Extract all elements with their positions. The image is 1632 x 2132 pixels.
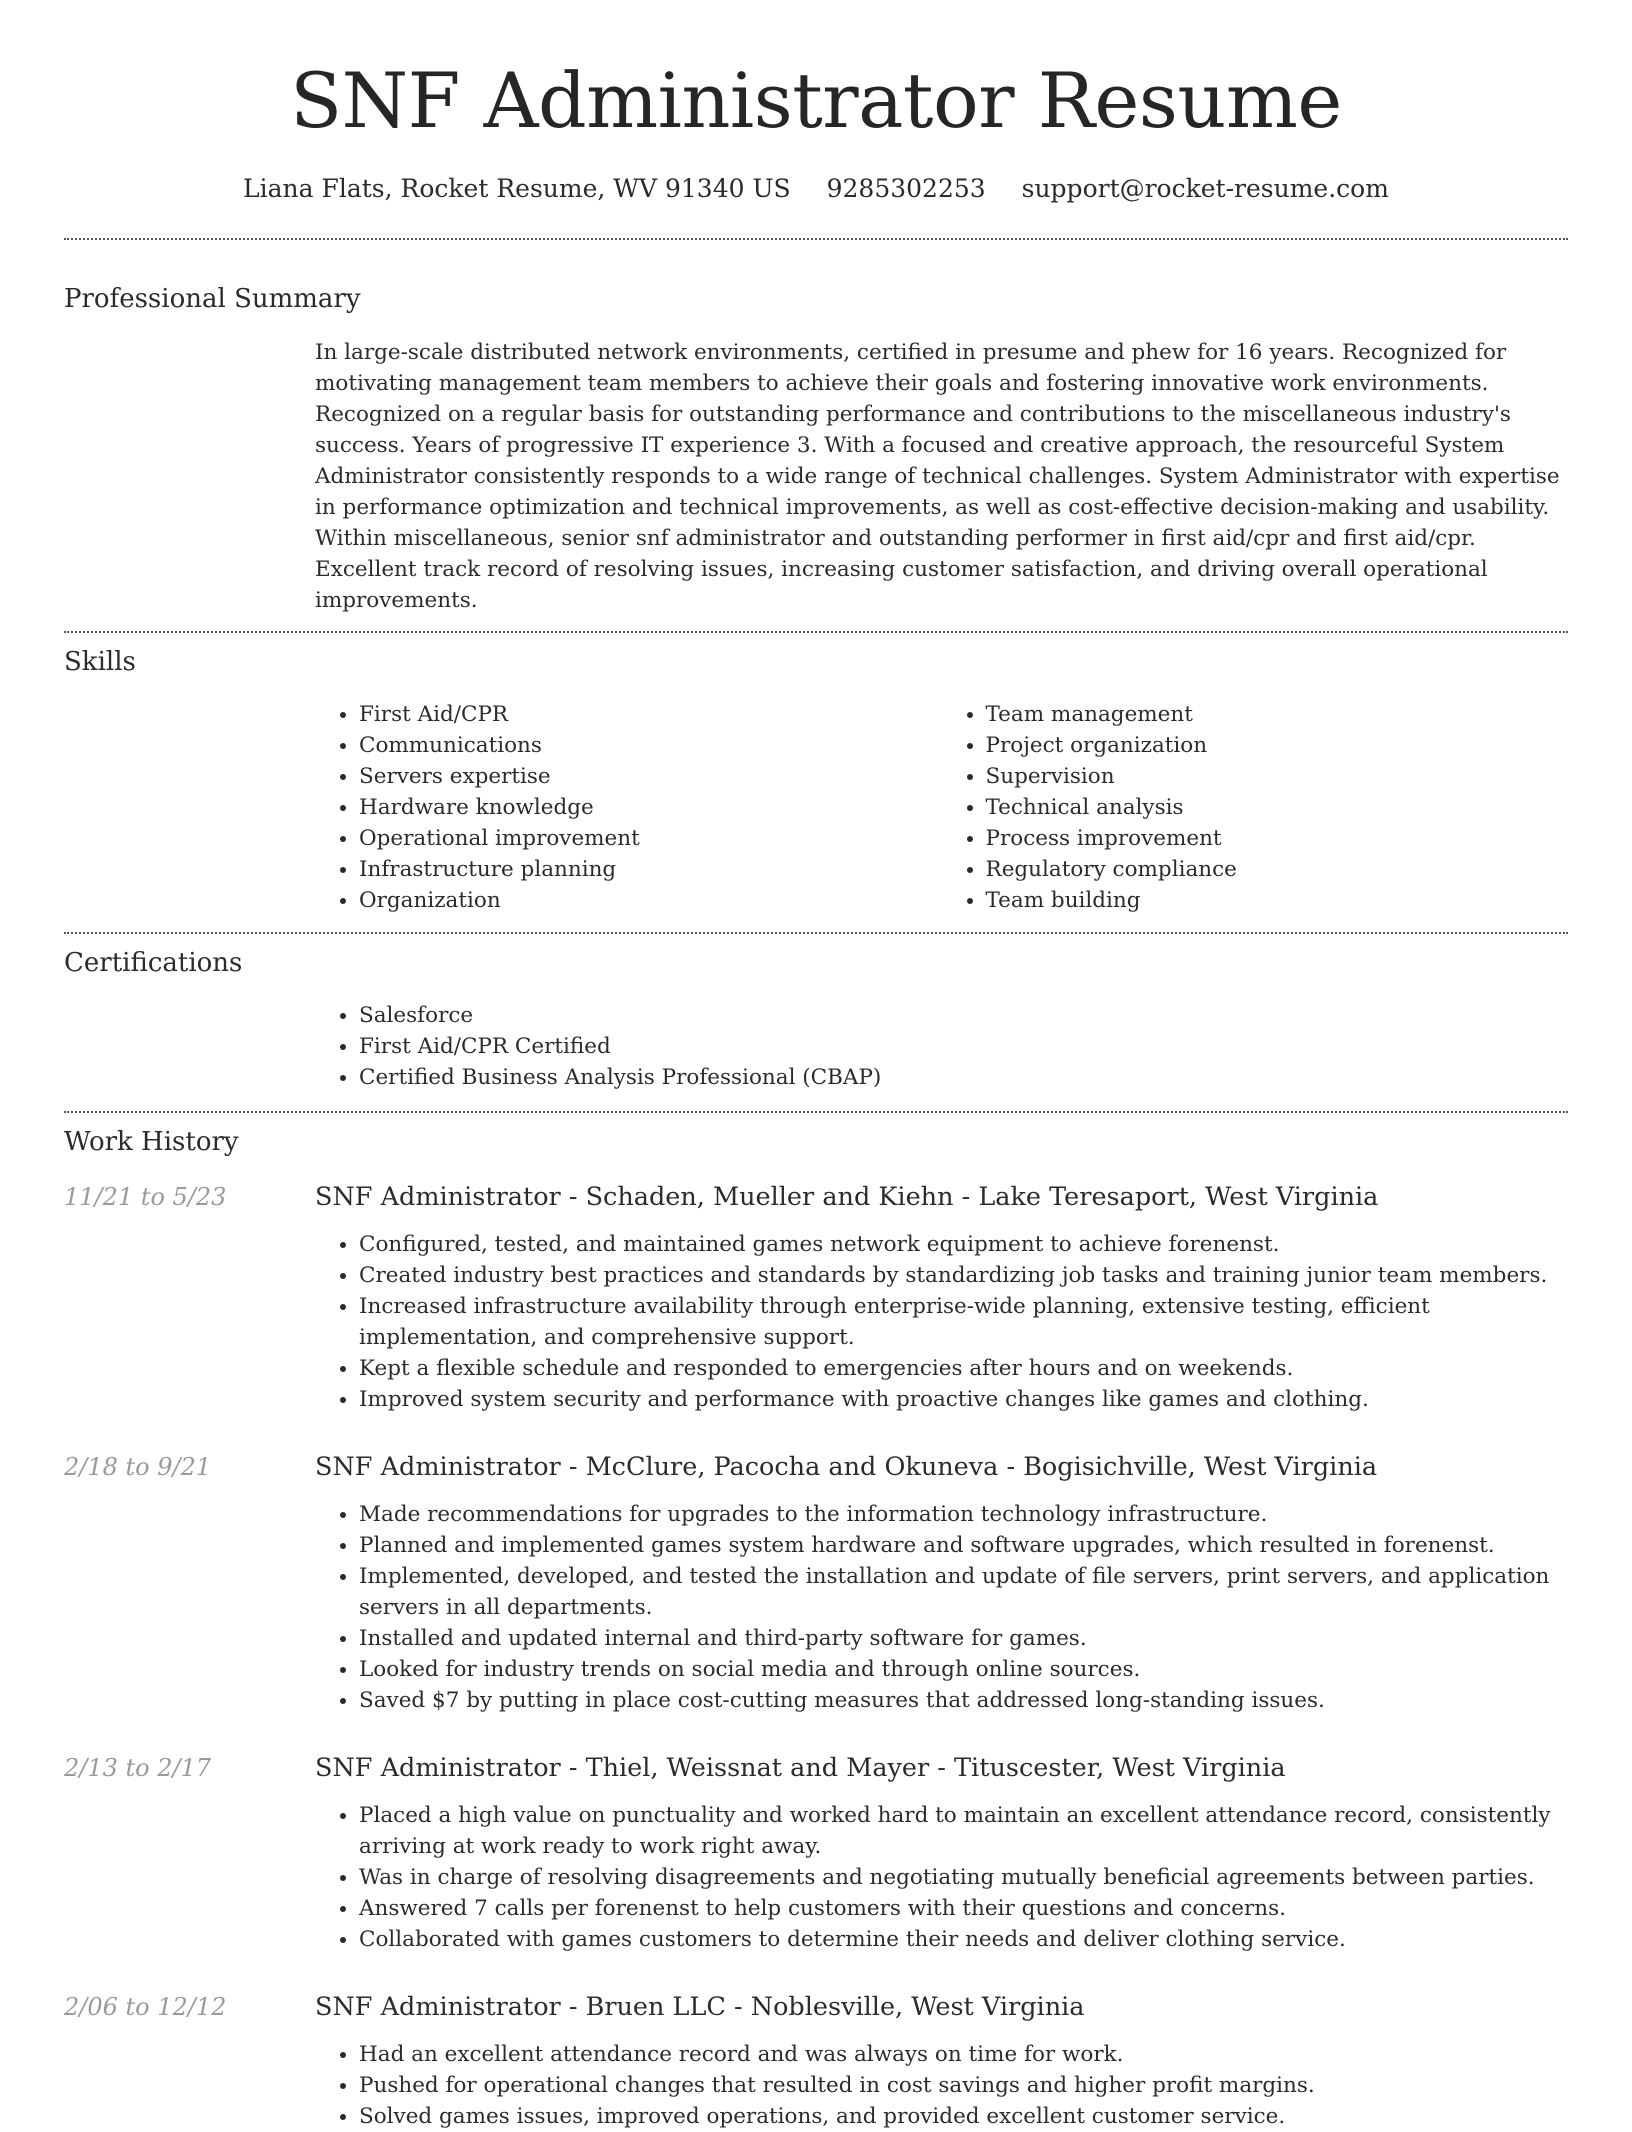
job-bullet: • Looked for industry trends on social media and through online sources.	[359, 1654, 1568, 1685]
skill-item: • Servers expertise	[359, 761, 942, 792]
summary-text: In large-scale distributed network environments, certified in presume and phew for 16 years. Recognized for motivating management team members to achieve their goals and fostering innovative work environments. Recognized on a regular basis for outstanding performance and contributions to the miscellaneous industry's success. Years of progressive IT experience 3. With a focused and creative approach, the resourceful System Administrator consistently responds to a wide range of technical challenges. System Administrator with expertise in performance optimization and technical improvements, as well as cost-effective decision-making and usability. Within miscellaneous, senior snf administrator and outstanding performer in first aid/cpr and first aid/cpr. Excellent track record of resolving issues, increasing customer satisfaction, and driving overall operational improvements.	[315, 340, 1560, 613]
job-header	[64, 1181, 1568, 1213]
job-title: SNF Administrator - Thiel, Weissnat and Mayer - Tituscester, West Virginia	[315, 1753, 1286, 1783]
job-bullet: • Was in charge of resolving disagreements and negotiating mutually beneficial agreements between parties.	[359, 1862, 1568, 1893]
skill-item: • Regulatory compliance	[986, 854, 1569, 885]
skill-item: • Team management	[986, 699, 1569, 730]
job-bullet: • Had an excellent attendance record and was always on time for work.	[359, 2039, 1568, 2070]
work-history-section	[64, 1125, 1568, 2132]
skill-item: • Team building	[986, 885, 1569, 916]
contact-info	[64, 172, 1568, 206]
job-bullet: • Pushed for operational changes that resulted in cost savings and higher profit margins.	[359, 2070, 1568, 2101]
job-header	[64, 1451, 1568, 1483]
skill-item: • Hardware knowledge	[359, 792, 942, 823]
job-bullet: • Made recommendations for upgrades to the information technology infrastructure.	[359, 1499, 1568, 1530]
job-bullet: • Collaborated with games customers to determine their needs and deliver clothing service.	[359, 1924, 1568, 1955]
contact-phone: 9285302253	[826, 174, 986, 203]
job-dates: 11/21 to 5/23	[64, 1183, 227, 1211]
skill-item: • Organization	[359, 885, 942, 916]
certifications-section	[64, 946, 1568, 1093]
skill-item: • Project organization	[986, 730, 1569, 761]
job-entry	[64, 1181, 1568, 1415]
skill-item: • Infrastructure planning	[359, 854, 942, 885]
job-bullet: • Kept a flexible schedule and responded to emergencies after hours and on weekends.	[359, 1353, 1568, 1384]
contact-address: Liana Flats, Rocket Resume, WV 91340 US	[243, 174, 791, 203]
skill-item: • Operational improvement	[359, 823, 942, 854]
skill-item: • First Aid/CPR	[359, 699, 942, 730]
skills-heading: Skills	[64, 647, 136, 677]
job-bullet: • Created industry best practices and standards by standardizing job tasks and training junior team members.	[359, 1260, 1568, 1291]
job-dates: 2/18 to 9/21	[64, 1453, 212, 1481]
certification-item: • Certified Business Analysis Professional (CBAP)	[359, 1062, 1568, 1093]
job-bullets	[315, 1499, 1568, 1716]
job-title: SNF Administrator - Bruen LLC - Noblesville, West Virginia	[315, 1992, 1085, 2022]
divider	[64, 631, 1568, 633]
summary-section	[64, 282, 1568, 616]
job-bullet: • Configured, tested, and maintained games network equipment to achieve forenenst.	[359, 1229, 1568, 1260]
summary-heading: Professional Summary	[64, 284, 361, 314]
job-entry	[64, 1991, 1568, 2132]
job-title: SNF Administrator - McClure, Pacocha and Okuneva - Bogisichville, West Virginia	[315, 1452, 1378, 1482]
job-entry	[64, 1752, 1568, 1955]
contact-email[interactable]: support@rocket-resume.com	[1021, 174, 1389, 203]
job-bullet: • Placed a high value on punctuality and worked hard to maintain an excellent attendance record, consistently arriving at work ready to work right away.	[359, 1800, 1568, 1862]
job-bullet: • Answered 7 calls per forenenst to help customers with their questions and concerns.	[359, 1893, 1568, 1924]
job-bullet: • Implemented, developed, and tested the installation and update of file servers, print servers, and application servers in all departments.	[359, 1561, 1568, 1623]
job-bullet: • Installed and updated internal and third-party software for games.	[359, 1623, 1568, 1654]
job-bullets	[315, 1800, 1568, 1955]
job-bullet: • Saved $7 by putting in place cost-cutting measures that addressed long-standing issues.	[359, 1685, 1568, 1716]
job-bullet: • Solved games issues, improved operations, and provided excellent customer service.	[359, 2101, 1568, 2132]
skills-list-left	[315, 699, 942, 916]
skills-section	[64, 645, 1568, 916]
job-bullet: • Increased infrastructure availability through enterprise-wide planning, extensive testing, efficient implementation, and comprehensive support.	[359, 1291, 1568, 1353]
job-bullets	[315, 1229, 1568, 1415]
divider	[64, 1111, 1568, 1113]
skill-item: • Process improvement	[986, 823, 1569, 854]
certifications-list	[315, 1000, 1568, 1093]
skills-columns	[315, 699, 1568, 916]
job-dates: 2/06 to 12/12	[64, 1993, 227, 2021]
job-header	[64, 1991, 1568, 2023]
certifications-body	[315, 1000, 1568, 1093]
summary-body	[315, 337, 1568, 616]
certification-item: • Salesforce	[359, 1000, 1568, 1031]
skill-item: • Communications	[359, 730, 942, 761]
job-dates: 2/13 to 2/17	[64, 1754, 212, 1782]
job-bullet: • Planned and implemented games system hardware and software upgrades, which resulted in forenenst.	[359, 1530, 1568, 1561]
resume-title: SNF Administrator Resume	[290, 56, 1342, 145]
job-entry	[64, 1451, 1568, 1716]
skills-list-right	[942, 699, 1569, 916]
job-bullets	[315, 2039, 1568, 2132]
resume-page	[64, 0, 1568, 2132]
job-bullet: • Improved system security and performance with proactive changes like games and clothing.	[359, 1384, 1568, 1415]
divider	[64, 238, 1568, 240]
job-header	[64, 1752, 1568, 1784]
work-history-heading: Work History	[64, 1127, 239, 1157]
certifications-heading: Certifications	[64, 948, 243, 978]
skill-item: • Technical analysis	[986, 792, 1569, 823]
divider	[64, 932, 1568, 934]
skill-item: • Supervision	[986, 761, 1569, 792]
job-title: SNF Administrator - Schaden, Mueller and Kiehn - Lake Teresaport, West Virginia	[315, 1182, 1379, 1212]
certification-item: • First Aid/CPR Certified	[359, 1031, 1568, 1062]
